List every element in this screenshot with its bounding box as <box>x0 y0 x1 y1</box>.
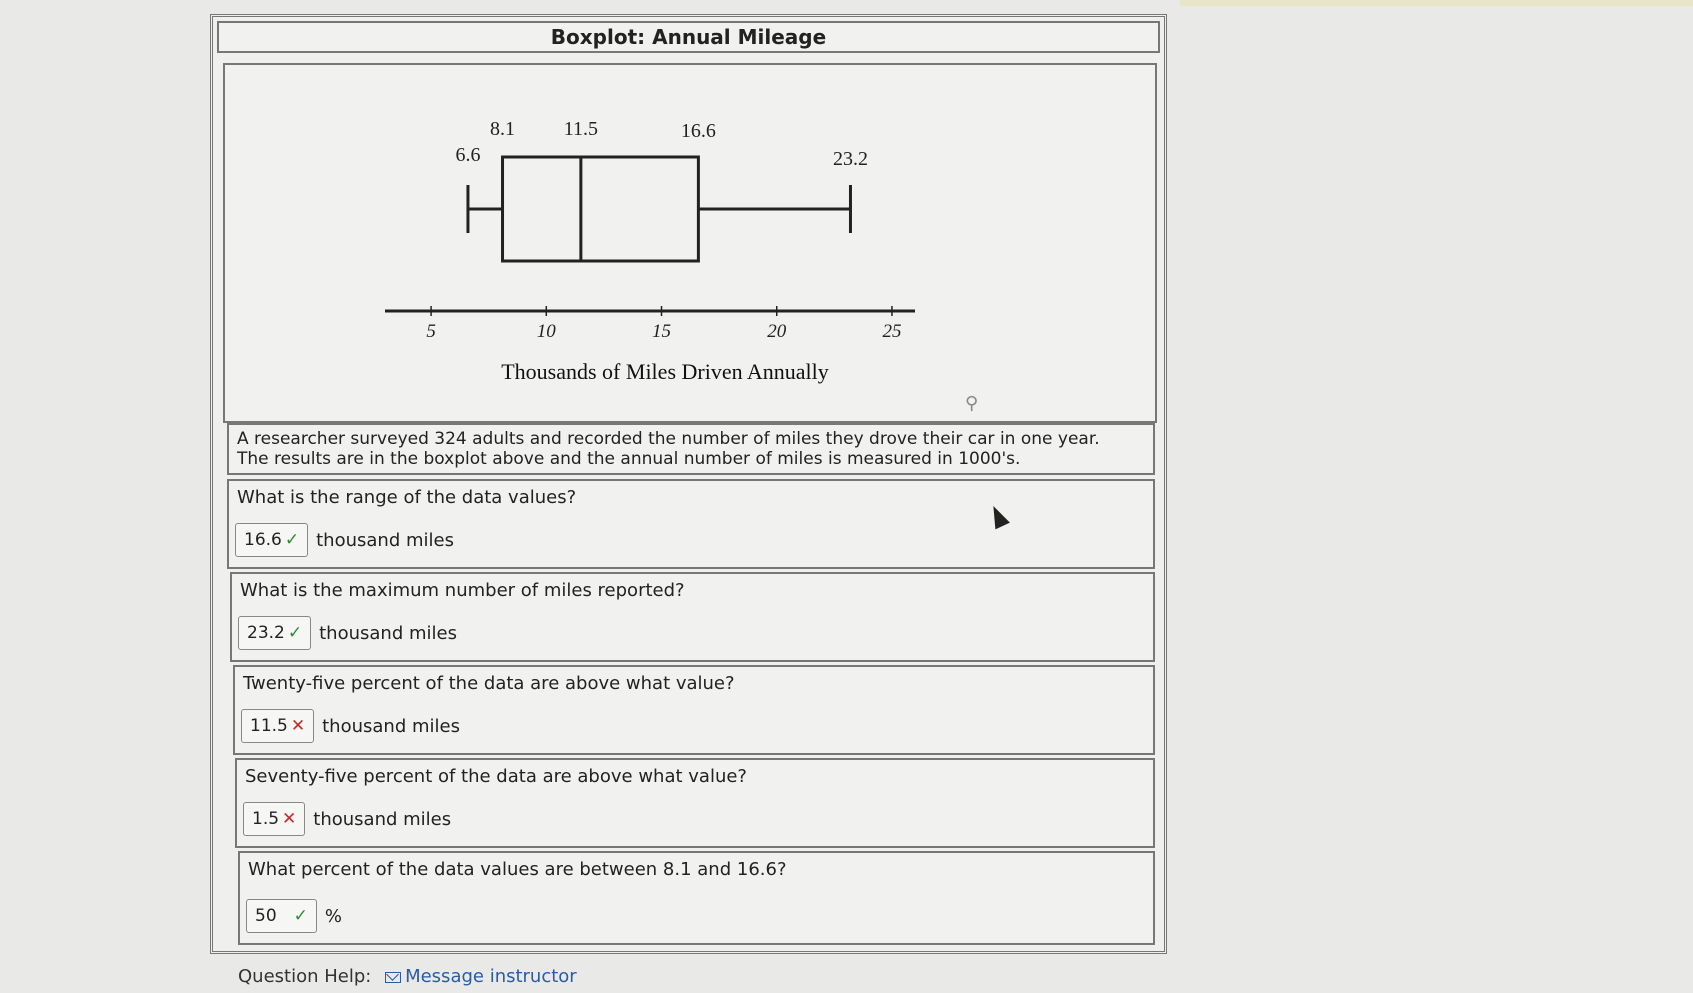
x-axis-label: Thousands of Miles Driven Annually <box>501 359 829 384</box>
cross-icon: ✕ <box>290 716 306 736</box>
answer-2-value: 23.2 <box>247 623 285 643</box>
check-icon: ✓ <box>287 623 303 643</box>
message-instructor-label: Message instructor <box>405 966 577 987</box>
answer-3-value: 11.5 <box>250 716 288 736</box>
intro-line-2: The results are in the boxplot above and the annual number of miles is measured in 1000's. <box>237 449 1021 469</box>
answer-3-unit: thousand miles <box>322 715 460 737</box>
question-2 <box>230 572 1155 662</box>
max-value-label: 23.2 <box>832 148 868 170</box>
x-tick-label: 25 <box>882 321 902 342</box>
answer-4-value: 1.5 <box>252 809 280 829</box>
answer-2-unit: thousand miles <box>319 622 457 644</box>
question-help-label: Question Help: <box>238 966 372 987</box>
boxplot-chart <box>225 65 1155 421</box>
answer-5-value: 50 <box>255 906 277 926</box>
question-5 <box>238 851 1155 945</box>
answer-1-unit: thousand miles <box>316 529 454 551</box>
boxplot-panel <box>223 63 1157 423</box>
question-5-text: What percent of the data values are between 8.1 and 16.6? <box>248 859 787 880</box>
x-tick-label: 20 <box>767 321 787 342</box>
question-help <box>238 966 577 987</box>
top-strip <box>1180 0 1693 6</box>
q1-value-label: 8.1 <box>490 118 516 140</box>
question-1-text: What is the range of the data values? <box>237 487 577 508</box>
answer-1-value: 16.6 <box>244 530 282 550</box>
chart-title: Boxplot: Annual Mileage <box>217 21 1160 53</box>
question-2-text: What is the maximum number of miles reported? <box>240 580 685 601</box>
question-1 <box>227 479 1155 569</box>
problem-description <box>227 423 1155 475</box>
answer-1-input[interactable] <box>235 523 308 557</box>
intro-line-1: A researcher surveyed 324 adults and recorded the number of miles they drove their car in one year. <box>237 429 1100 449</box>
min-value-label: 6.6 <box>455 144 481 166</box>
median-value-label: 11.5 <box>563 118 599 140</box>
check-icon: ✓ <box>284 530 300 550</box>
question-3-text: Twenty-five percent of the data are above what value? <box>243 673 735 694</box>
check-icon: ✓ <box>293 906 308 926</box>
iqr-box <box>503 157 699 261</box>
mail-icon <box>385 972 401 983</box>
x-tick-label: 5 <box>426 321 436 342</box>
message-instructor-link[interactable] <box>385 966 577 987</box>
question-4 <box>235 758 1155 848</box>
question-3 <box>233 665 1155 755</box>
x-tick-label: 10 <box>536 321 556 342</box>
answer-5-unit: % <box>324 905 342 927</box>
answer-2-input[interactable] <box>238 616 311 650</box>
answer-5-input[interactable] <box>246 899 317 933</box>
answer-3-input[interactable] <box>241 709 314 743</box>
answer-4-input[interactable] <box>243 802 305 836</box>
cross-icon: ✕ <box>282 809 297 829</box>
answer-4-unit: thousand miles <box>313 808 452 830</box>
question-4-text: Seventy-five percent of the data are above what value? <box>245 766 747 787</box>
x-tick-label: 15 <box>652 321 672 342</box>
question-frame <box>210 14 1167 954</box>
search-icon[interactable]: ⚲ <box>965 393 979 414</box>
q3-value-label: 16.6 <box>680 120 716 142</box>
